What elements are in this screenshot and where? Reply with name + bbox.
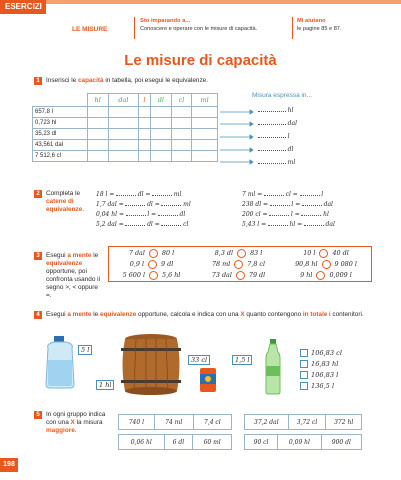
col-cl: cl	[172, 94, 192, 107]
page-title: Le misure di capacità	[124, 52, 277, 69]
help-label: Mi aiutano	[297, 18, 326, 24]
option-cell[interactable]: 7,4 cl	[193, 415, 231, 430]
exercise-3-instruction: Esegui a mente le equivalenze opportune, poi confronta usando il segno >, < oppure =.	[46, 252, 101, 299]
option-cell[interactable]: 900 dl	[321, 435, 361, 450]
row-value: 0,723 hl	[33, 118, 88, 129]
option-item[interactable]: 106,83 l	[300, 370, 342, 381]
learning-text: Conoscere e operare con le misure di capacità.	[140, 26, 258, 32]
water-jug-image	[40, 334, 80, 390]
header-divider	[134, 17, 135, 39]
option-item[interactable]: 136,5 l	[300, 381, 342, 392]
exercise-number: 1	[34, 77, 42, 85]
col-l: l	[139, 94, 151, 107]
compare-circle[interactable]	[319, 249, 328, 258]
exercise-5-instruction: In ogni gruppo indica con una X la misura maggiore.	[46, 411, 106, 434]
option-cell[interactable]: 0,09 hl	[278, 435, 322, 450]
answer-blank[interactable]	[258, 163, 286, 164]
row-value: 43,561 dal	[33, 140, 88, 151]
checkbox[interactable]	[300, 382, 308, 390]
chain-right: 7 ml = cl = l 238 dl = l = dal 200 cl = l = hl 5,43 l = hl = dal	[242, 191, 335, 228]
option-item[interactable]: 106,83 cl	[300, 348, 342, 359]
options-list	[300, 348, 342, 392]
help-text: le pagine 85 e 87.	[297, 26, 342, 32]
jug-label: 5 l	[78, 345, 92, 355]
barrel-image	[118, 334, 184, 396]
option-item[interactable]: 16,83 hl	[300, 359, 342, 370]
option-cell[interactable]: 6 dl	[164, 435, 193, 450]
compare-circle[interactable]	[322, 260, 331, 269]
answer-blank[interactable]	[258, 137, 286, 138]
exercise-number: 3	[34, 252, 42, 260]
option-cell[interactable]: 740 l	[119, 415, 155, 430]
compare-grid: 7 dal 80 l 8,3 dl 83 l 10 l 40 dl 0,9 l 9 dl 78 ml 7,8 cl 90,8 hl 9 080 l 5 600 l 5,6 hl 73 dal 79 dl 9 hl 0,009 l	[122, 249, 357, 280]
header-divider-2	[292, 17, 293, 39]
checkbox[interactable]	[300, 360, 308, 368]
top-bar	[46, 0, 401, 4]
row-value: 657,8 l	[33, 107, 88, 118]
barrel-label: 1 hl	[96, 380, 114, 390]
can-label: 33 cl	[188, 355, 210, 365]
answer-blank[interactable]	[258, 124, 286, 125]
bottle-label: 1,5 l	[232, 355, 252, 365]
checkbox[interactable]	[300, 371, 308, 379]
arrow-group	[218, 104, 254, 174]
col-hl: hl	[87, 94, 108, 107]
compare-circle[interactable]	[149, 271, 158, 280]
exercise-number: 4	[34, 311, 42, 319]
option-cell[interactable]: 37,2 dal	[245, 415, 289, 430]
col-dl: dl	[150, 94, 171, 107]
compare-circle[interactable]	[148, 260, 157, 269]
exercise-4-instruction: Esegui a mente le equivalenze opportune, calcola e indica con una X quanto contengono in totale i contenitori.	[46, 311, 364, 318]
option-cell[interactable]: 0,06 hl	[119, 435, 165, 450]
option-cell[interactable]: 74 ml	[154, 415, 193, 430]
option-cell[interactable]: 60 ml	[193, 435, 232, 450]
col-ml: ml	[192, 94, 218, 107]
can-image	[198, 366, 218, 394]
row-value: 7 512,6 cl	[33, 151, 88, 162]
group-table-1	[118, 414, 232, 430]
option-cell[interactable]: 372 hl	[326, 415, 362, 430]
answer-blank[interactable]	[258, 150, 286, 151]
compare-circle[interactable]	[234, 260, 243, 269]
compare-circle[interactable]	[149, 249, 158, 258]
compare-circle[interactable]	[236, 271, 245, 280]
answer-blank[interactable]	[258, 111, 286, 112]
bottle-image	[262, 338, 284, 396]
topic-label: LE MISURE	[72, 26, 108, 33]
result-header: Misura espressa in...	[252, 92, 312, 99]
exercise-1-instruction: Inserisci le capacità in tabella, poi esegui le equivalenze.	[46, 77, 209, 84]
option-cell[interactable]: 90 cl	[245, 435, 278, 450]
option-cell[interactable]: 3,72 cl	[288, 415, 326, 430]
checkbox[interactable]	[300, 349, 308, 357]
group-table-3	[244, 414, 362, 430]
page-number: 198	[0, 458, 18, 472]
compare-circle[interactable]	[237, 249, 246, 258]
exercise-number: 5	[34, 411, 42, 419]
group-table-2	[118, 434, 232, 450]
measure-table	[32, 93, 218, 162]
learning-label: Sto imparando a...	[140, 18, 191, 24]
result-list: hl dal l dl ml	[258, 106, 318, 171]
exercise-2-instruction: Completa le catene di equivalenze.	[46, 190, 85, 213]
exercise-number: 2	[34, 190, 42, 198]
exercise-tag: ESERCIZI	[0, 0, 46, 14]
col-dal: dal	[108, 94, 138, 107]
compare-circle[interactable]	[316, 271, 325, 280]
group-table-4	[244, 434, 362, 450]
chain-left: 18 l = dl = ml 1,7 dal = dl = ml 0,04 hl = l = dl 5,2 dal = dl = cl	[96, 191, 191, 228]
row-value: 35,23 dl	[33, 129, 88, 140]
